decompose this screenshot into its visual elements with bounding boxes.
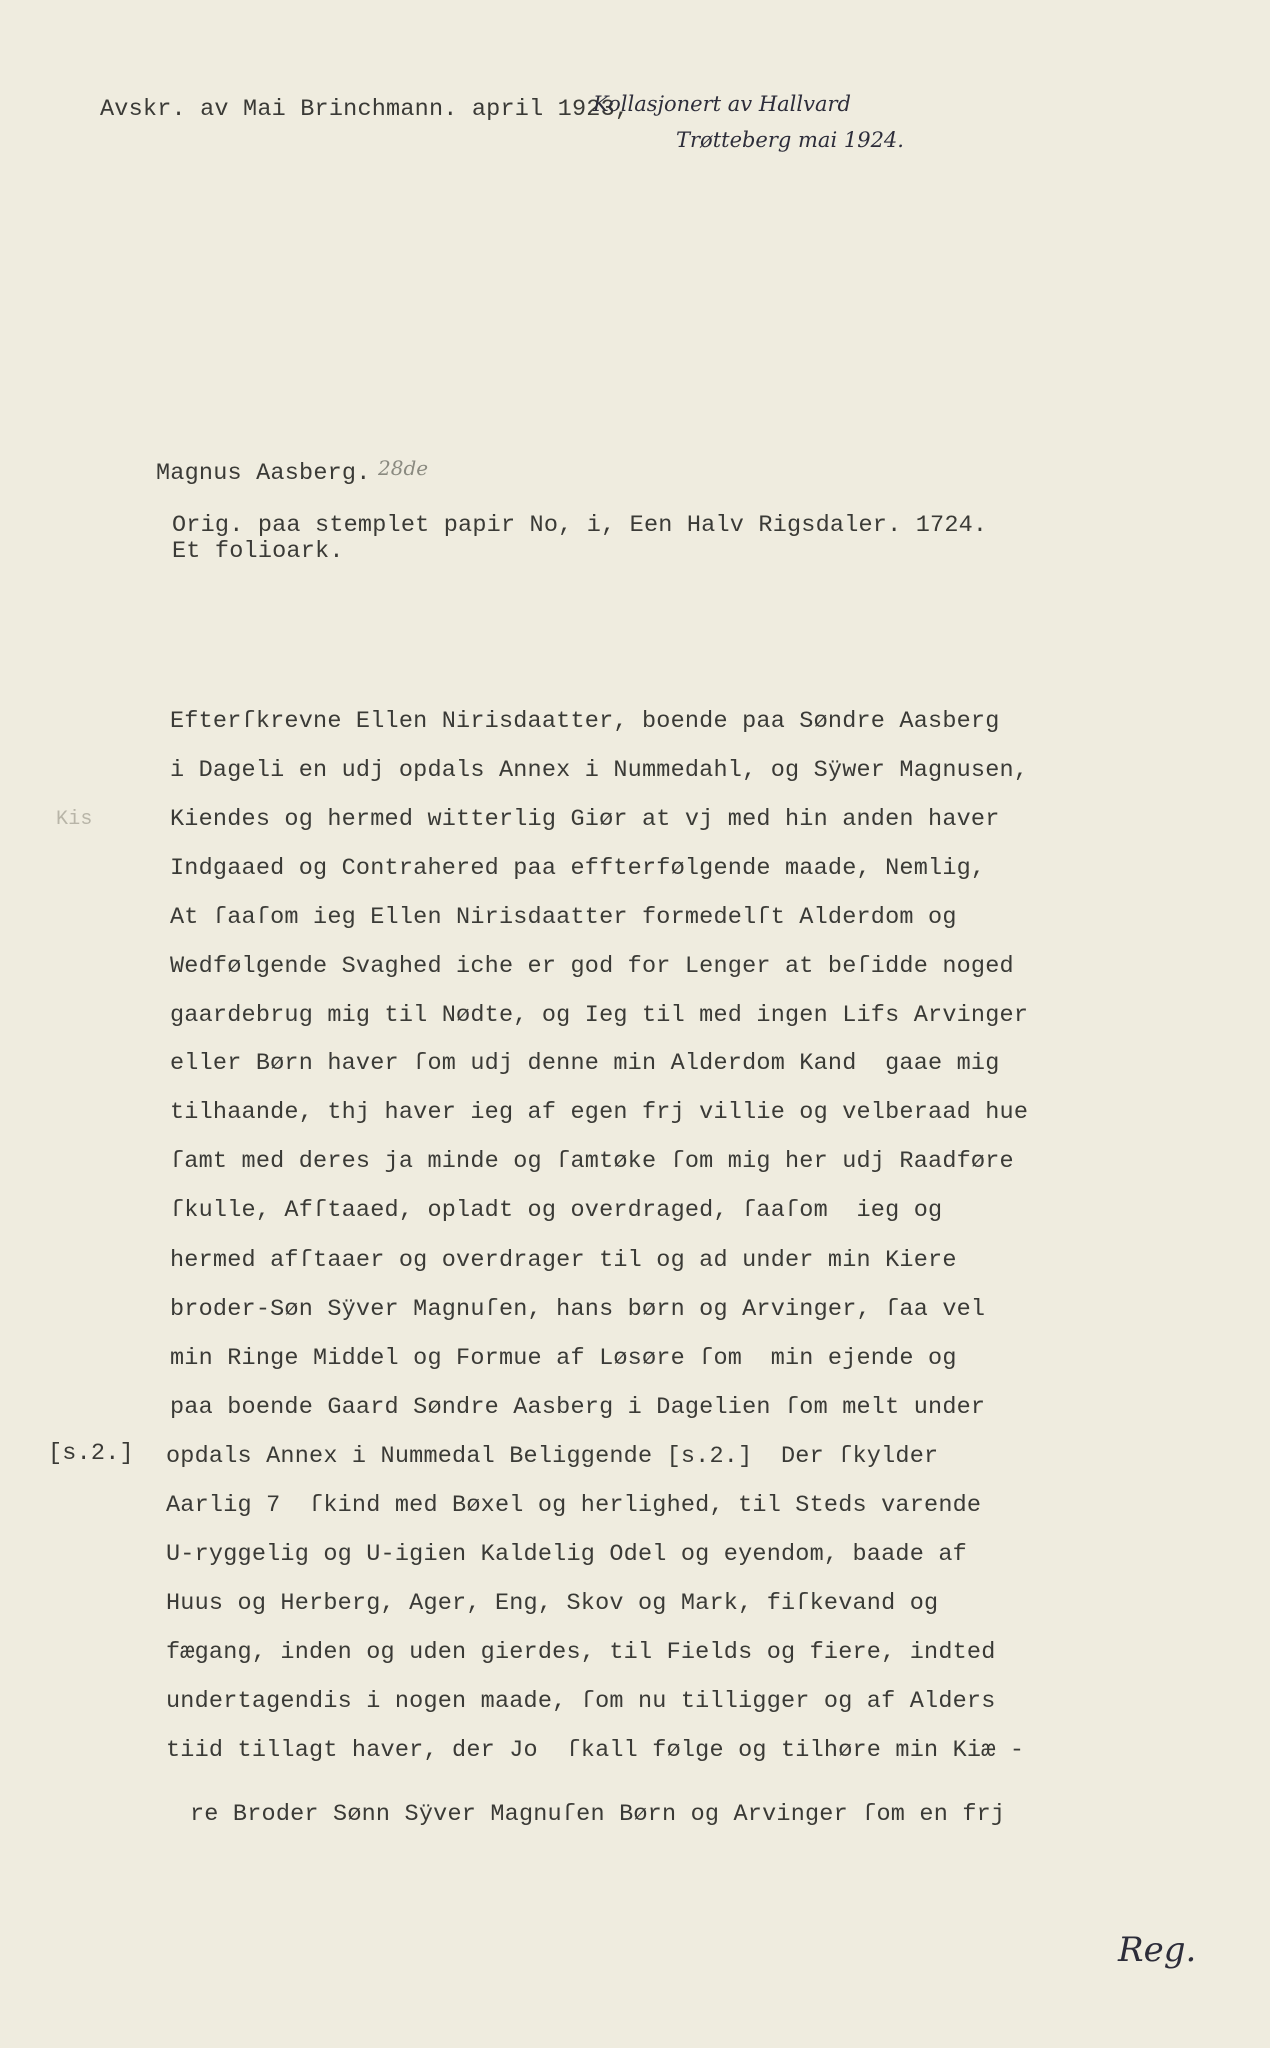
body-line: Indgaaed og Contrahered paa effterfølgende maade, Nemlig, (170, 855, 986, 882)
body-line: tilhaande, thj haver ieg af egen frj villie og velberaad hue (170, 1099, 1029, 1126)
body-line: ſamt med deres ja minde og ſamtøke ſom mig her udj Raadføre (170, 1148, 1014, 1175)
collation-note-line1: Kollasjonert av Hallvard (593, 92, 851, 116)
body-line: broder-Søn Sÿver Magnuſen, hans børn og Arvinger, ſaa vel (170, 1296, 986, 1323)
document-title: Magnus Aasberg. (156, 460, 371, 487)
body-line: paa boende Gaard Søndre Aasberg i Dagelien ſom melt under (170, 1394, 986, 1421)
body-line: Aarlig 7 ſkind med Bøxel og herlighed, til Steds varende (166, 1492, 982, 1519)
body-line: i Dageli en udj opdals Annex i Nummedahl, og Sÿwer Magnusen, (170, 757, 1029, 784)
body-line: tiid tillagt haver, der Jo ſkall følge og tilhøre min Kiæ - (166, 1737, 1025, 1764)
body-line: ſkulle, Afſtaaed, opladt og overdraged, ſaaſom ieg og (170, 1197, 943, 1224)
faint-margin-mark: Kis (56, 808, 93, 831)
body-line: At ſaaſom ieg Ellen Nirisdaatter formedelſt Alderdom og (170, 904, 957, 931)
body-line: hermed afſtaaer og overdrager til og ad under min Kiere (170, 1247, 957, 1274)
body-line: opdals Annex i Nummedal Beliggende [s.2.] Der ſkylder (166, 1443, 939, 1470)
body-line: gaardebrug mig til Nødte, og Ieg til med ingen Lifs Arvinger (170, 1002, 1029, 1029)
body-line: undertagendis i nogen maade, ſom nu tilligger og af Alders (166, 1688, 996, 1715)
body-line: Kiendes og hermed witterlig Giør at vj med hin anden haver (170, 806, 1000, 833)
title-note: 28de (378, 456, 429, 480)
body-line: min Ringe Middel og Formue af Løsøre ſom min ejende og (170, 1345, 957, 1372)
body-line: Wedfølgende Svaghed iche er god for Lenger at beſidde noged (170, 953, 1014, 980)
source-line-1: Orig. paa stemplet papir No, i, Een Halv Rigsdaler. 1724. (172, 512, 988, 539)
body-line: U-ryggelig og U-igien Kaldelig Odel og eyendom, baade af (166, 1541, 967, 1568)
transcription-credit: Avskr. av Mai Brinchmann. april 1923, (100, 96, 630, 123)
body-line: Huus og Herberg, Ager, Eng, Skov og Mark, fiſkevand og (166, 1590, 939, 1617)
registration-mark: Reg. (1118, 1930, 1197, 1970)
body-line: fægang, inden og uden gierdes, til Fields og fiere, indted (166, 1639, 996, 1666)
body-line: re Broder Sønn Sÿver Magnuſen Børn og Arvinger ſom en frj (190, 1801, 1006, 1828)
margin-page-ref: [s.2.] (48, 1440, 134, 1467)
source-line-2: Et folioark. (172, 538, 344, 565)
body-line: eller Børn haver ſom udj denne min Alderdom Kand gaae mig (170, 1050, 1000, 1077)
body-line: Efterſkrevne Ellen Nirisdaatter, boende paa Søndre Aasberg (170, 708, 1000, 735)
collation-note-line2: Trøtteberg mai 1924. (676, 128, 904, 152)
